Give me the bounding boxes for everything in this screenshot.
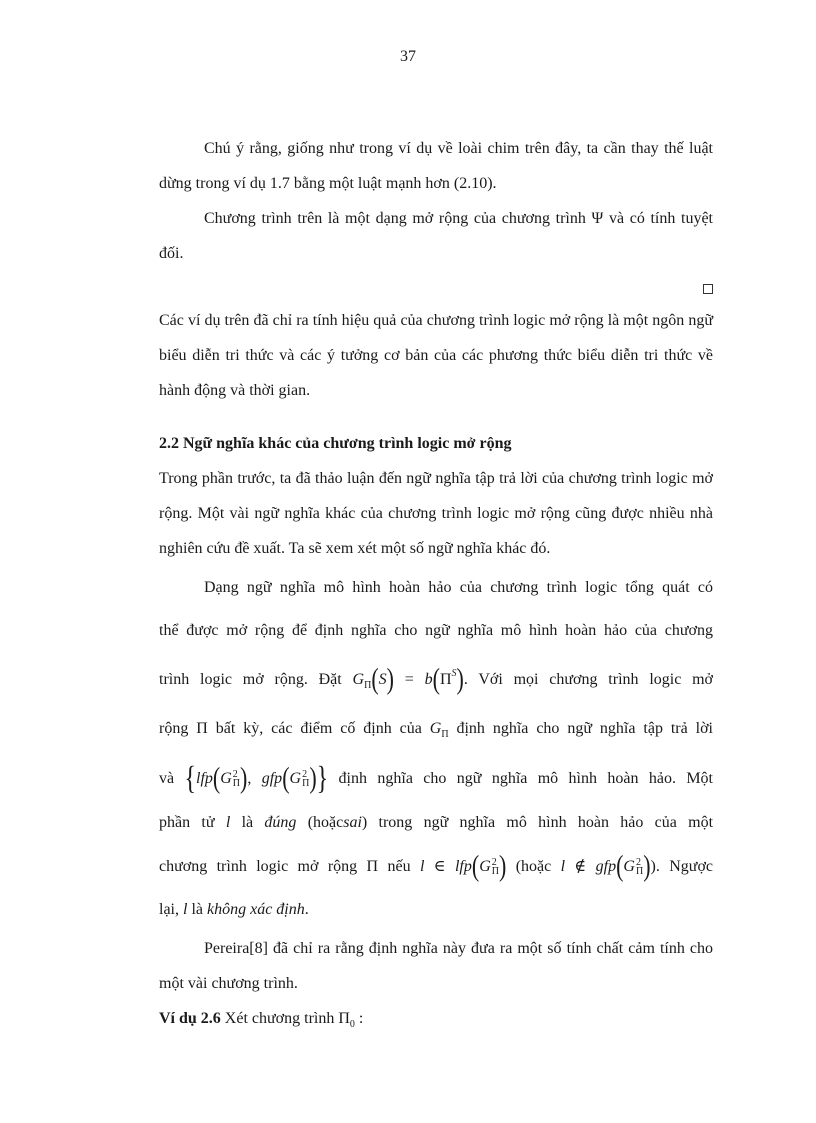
paragraph-5-line-4: rộng Π bất kỳ, các điểm cố định của $G_\Pi$ định nghĩa cho ngữ nghĩa tập trả lời — [159, 720, 714, 740]
paragraph-1: Chú ý rằng, giống như trong ví dụ về loài chim trên đây, ta cần thay thế luật dừng trong ví dụ 1.7 bằng một luật mạnh hơn (2.10). — [159, 140, 713, 192]
paragraph-3: Các ví dụ trên đã chỉ ra tính hiệu quả của chương trình logic mở rộng là một ngôn ngữ biểu diễn tri thức và các ý tưởng cơ bản của các phương thức biểu diễn tri thức về hành động và thời gian. — [159, 312, 713, 399]
example-label: Ví dụ 2.6 — [159, 1010, 221, 1027]
example-text: Xét chương trình — [224, 1010, 335, 1027]
formula-pi-2: Π — [366, 858, 379, 875]
paragraph-5 — [159, 566, 713, 931]
formula-lfp-gfp-set: {lfp(G 2 Π ), gfp(G 2 Π )} — [184, 760, 329, 797]
formula-g-pi: $G_\Pi$ — [429, 720, 449, 740]
page-number: 37 — [400, 48, 416, 65]
qed-marker — [159, 275, 713, 303]
page-content — [159, 131, 713, 1042]
paragraph-5-line-5: và {lfp(G 2 Π ), gfp(G 2 Π )} định nghĩa cho ngữ nghĩa mô hình hoàn hảo. Một — [159, 760, 713, 797]
formula-pi-0: $\Pi_0$ : — [338, 1010, 364, 1030]
term-undefined: không xác định — [207, 901, 305, 918]
example-2-6 — [159, 1001, 713, 1042]
paragraph-5-line-8: lại, l là không xác định. — [159, 901, 309, 918]
term-true: đúng — [264, 814, 297, 831]
paragraph-4: Trong phần trước, ta đã thảo luận đến ngữ nghĩa tập trả lời của chương trình logic mở rộng. Một vài ngữ nghĩa khác của chương trình logic mở rộng cũng được nhiều nhà nghiên cứu đề xuất. Ta sẽ xem xét một số ngữ nghĩa khác đó. — [159, 470, 713, 557]
qed-box-icon — [703, 284, 713, 294]
formula-g-def: $G_\Pi(S) = b(\Pi^S)$ — [352, 661, 464, 696]
paragraph-5-line-3: trình logic mở rộng. Đặt $G_\Pi(S) = b(\Pi^S)$. Với mọi chương trình logic mở — [159, 661, 714, 696]
paragraph-6: Pereira[8] đã chỉ ra rằng định nghĩa này đưa ra một số tính chất cảm tính cho một vài chương trình. — [159, 940, 713, 992]
paragraph-5-line-7: chương trình logic mở rộng Π nếu l ∈ lfp(G 2 Π ) (hoặc l ∉ gfp(G 2 Π )). Ngược — [159, 848, 714, 883]
term-false: sai — [343, 814, 362, 831]
formula-l-notin-gfp: l ∉ gfp(G 2 Π ) — [560, 848, 651, 883]
section-heading: 2.2 Ngữ nghĩa khác của chương trình logic mở rộng — [159, 435, 512, 452]
formula-pi: Π — [196, 720, 208, 737]
formula-l-in-lfp: l ∈ lfp(G 2 Π ) — [419, 848, 507, 883]
paragraph-5-line-2: thể được mở rộng để định nghĩa cho ngữ nghĩa mô hình hoàn hảo của chương — [159, 622, 713, 639]
paragraph-2: Chương trình trên là một dạng mở rộng của chương trình Ψ và có tính tuyệt đối. — [159, 210, 713, 262]
paragraph-5-line-1: Dạng ngữ nghĩa mô hình hoàn hảo của chương trình logic tổng quát có — [204, 579, 713, 596]
paragraph-5-line-6: phần tử l là đúng (hoặcsai) trong ngữ nghĩa mô hình hoàn hảo của một — [159, 814, 714, 831]
